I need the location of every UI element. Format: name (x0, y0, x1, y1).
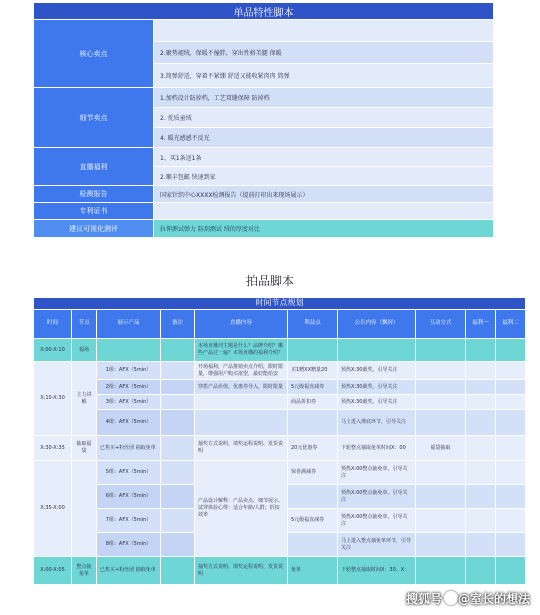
core-point-line-1 (154, 20, 494, 42)
notice-cell: 预热X:30截奖，引导关注 (338, 380, 416, 395)
row-label-live-benefits: 直播福利 (34, 148, 154, 186)
row-label-core-selling-points: 核心卖点 (34, 20, 154, 88)
core-point-line-2: 2.聚势褪绒，保暖不撞胖，穿出性格美腿 保暖 (154, 42, 494, 64)
detail-point-line-3: 4. 暖光感感不反光 (154, 128, 494, 148)
product-cell: 3组：AFX（5min） (97, 395, 161, 410)
row-label-test-report: 检测报告 (34, 186, 154, 203)
col-header-notice: 公告内容（飘屏） (338, 310, 416, 339)
product-cell: 8组：AFX（5min） (97, 533, 161, 557)
col-header-live-content: 直播内容 (195, 310, 288, 339)
time-cell: X:10-X:30 (34, 362, 72, 436)
live-content-cell: 抽奖方式说明、填奖运程说明、发货说明 (195, 557, 288, 585)
notice-cell: 下轮整点抽取时间X：30、X： (338, 557, 416, 585)
notice-cell: 马上进入捶底环节，引导关注 (338, 410, 416, 436)
test-report-text: 国家针织中心XXXX检测报告（提前打印出来现场展示） (154, 186, 494, 203)
notice-cell: 预热X:00整点抽免单，引导关注 (338, 485, 416, 509)
live-content-cell: 产品设计解释：产品卖点、细节展示、试穿体验心得：适合年龄/人群；折扣效率 (195, 461, 288, 557)
node-cell: 整点抽免单 (72, 557, 97, 585)
time-cell: X:00-X:05 (34, 557, 72, 585)
table2-title: 时间节点规划 (34, 298, 526, 310)
section-title-auction-script: 拍品脚本 (245, 274, 294, 288)
benefit-cell (288, 533, 338, 557)
row-label-visual-tests: 建议可视化测评 (34, 220, 154, 238)
notice-cell: 预热X:00整点抽免单，引导关注 (338, 509, 416, 533)
time-cell: X:30-X:35 (34, 436, 72, 461)
col-header-interaction: 互动方式 (416, 310, 466, 339)
benefit-cell (288, 410, 338, 436)
benefit-cell: 买1赠XX赠量20 (288, 362, 338, 380)
table1-title: 单品特性脚本 (34, 3, 494, 20)
benefit-cell: 5元级福直减券 (288, 380, 338, 395)
time-cell: X:00-X:10 (34, 339, 72, 362)
node-cell: 福场 (72, 339, 97, 362)
benefit-cell: 5元级福直减券 (288, 509, 338, 533)
col-header-benefit-2: 福利二 (496, 310, 526, 339)
watermark (406, 590, 530, 607)
sohu-logo-icon (444, 591, 458, 605)
product-cell: 6组：AFX（5min） (97, 485, 161, 509)
product-cell: 7组：AFX（5min） (97, 509, 161, 533)
live-content-cell: 穿搭产品价值，优惠券导入，限时限量 (195, 380, 288, 395)
product-cell: 5组：AFX（5min） (97, 461, 161, 485)
notice-cell: 预热X:30截奖，引导关注 (338, 362, 416, 380)
live-content-cell: 开场福利，产品推销卖点介绍，限时限量，增强用户购买欲望，最好能给安 (195, 362, 288, 380)
live-content-cell: 抽奖方式说明、填奖运程说明、发货说明 (195, 436, 288, 461)
benefit-line-1: 1、买1条送1条 (154, 148, 494, 167)
benefit-cell: 惊喜满减券 (288, 461, 338, 485)
node-cell: 主力讲解 (72, 362, 97, 436)
col-header-notes: 备注 (161, 310, 195, 339)
col-header-node: 节点 (72, 310, 97, 339)
product-cell: 2组：AFX（5min） (97, 380, 161, 395)
product-cell: 已售买+粉丝团 抽取免单 (97, 436, 161, 461)
watermark-brand: 搜狐号 (405, 592, 442, 606)
notice-cell: 下轮整点抽取免单时间X：00 (338, 436, 416, 461)
watermark-author: @室长的想法 (457, 592, 530, 606)
patent-text (154, 203, 494, 220)
col-header-time: 时间 (34, 310, 72, 339)
timeline-planning-table (33, 297, 526, 585)
col-header-benefit-1: 福利一 (466, 310, 496, 339)
benefit-cell: 20元优惠券 (288, 436, 338, 461)
product-cell: 4组：AFX（5min） (97, 410, 161, 436)
detail-point-line-1: 1.加档设计防掉档，工艺双缝保障 防掉档 (154, 88, 494, 108)
product-feature-script-table (33, 2, 494, 238)
product-cell: 1组：AFX（5min） (97, 362, 161, 380)
time-cell: X:35-X:00 (34, 461, 72, 557)
col-header-products: 展示产品 (97, 310, 161, 339)
interaction-cell: 福袋抽取 (416, 436, 466, 461)
core-point-line-3: 3.简弹舒适，穿着不紧绷 舒适又能收紧肉肉 简弹 (154, 64, 494, 88)
node-cell: 抽取福袋 (72, 436, 97, 461)
product-cell: 已售买+粉丝团 抽取免单 (97, 557, 161, 585)
notice-cell: 马上进入整点抽免单环节，引导关注 (338, 533, 416, 557)
row-label-detail-selling-points: 细节卖点 (34, 88, 154, 148)
benefit-line-2: 2.顺丰包邮 快速到家 (154, 167, 494, 186)
benefit-cell: 商品折扣券 (288, 395, 338, 410)
row-label-patent-certificate: 专利证书 (34, 203, 154, 220)
benefit-cell: 免单 (288, 557, 338, 585)
col-header-benefit: 利益点 (288, 310, 338, 339)
live-content-cell: 本场直播刊主题是什么？品牌介绍？哪些产品过一遍？本场直播的福利介绍？ (195, 339, 288, 362)
notice-cell: 预热X:30截奖，引导关注 (338, 395, 416, 410)
benefit-cell (288, 485, 338, 509)
notice-cell: 预热X:00整点抽免单，引导关注 (338, 461, 416, 485)
visual-tests-text: 拉伸测试弹力 防刮测试 绒的厚度对比 (154, 220, 494, 238)
detail-point-line-2: 2. 优质童绒 (154, 108, 494, 128)
